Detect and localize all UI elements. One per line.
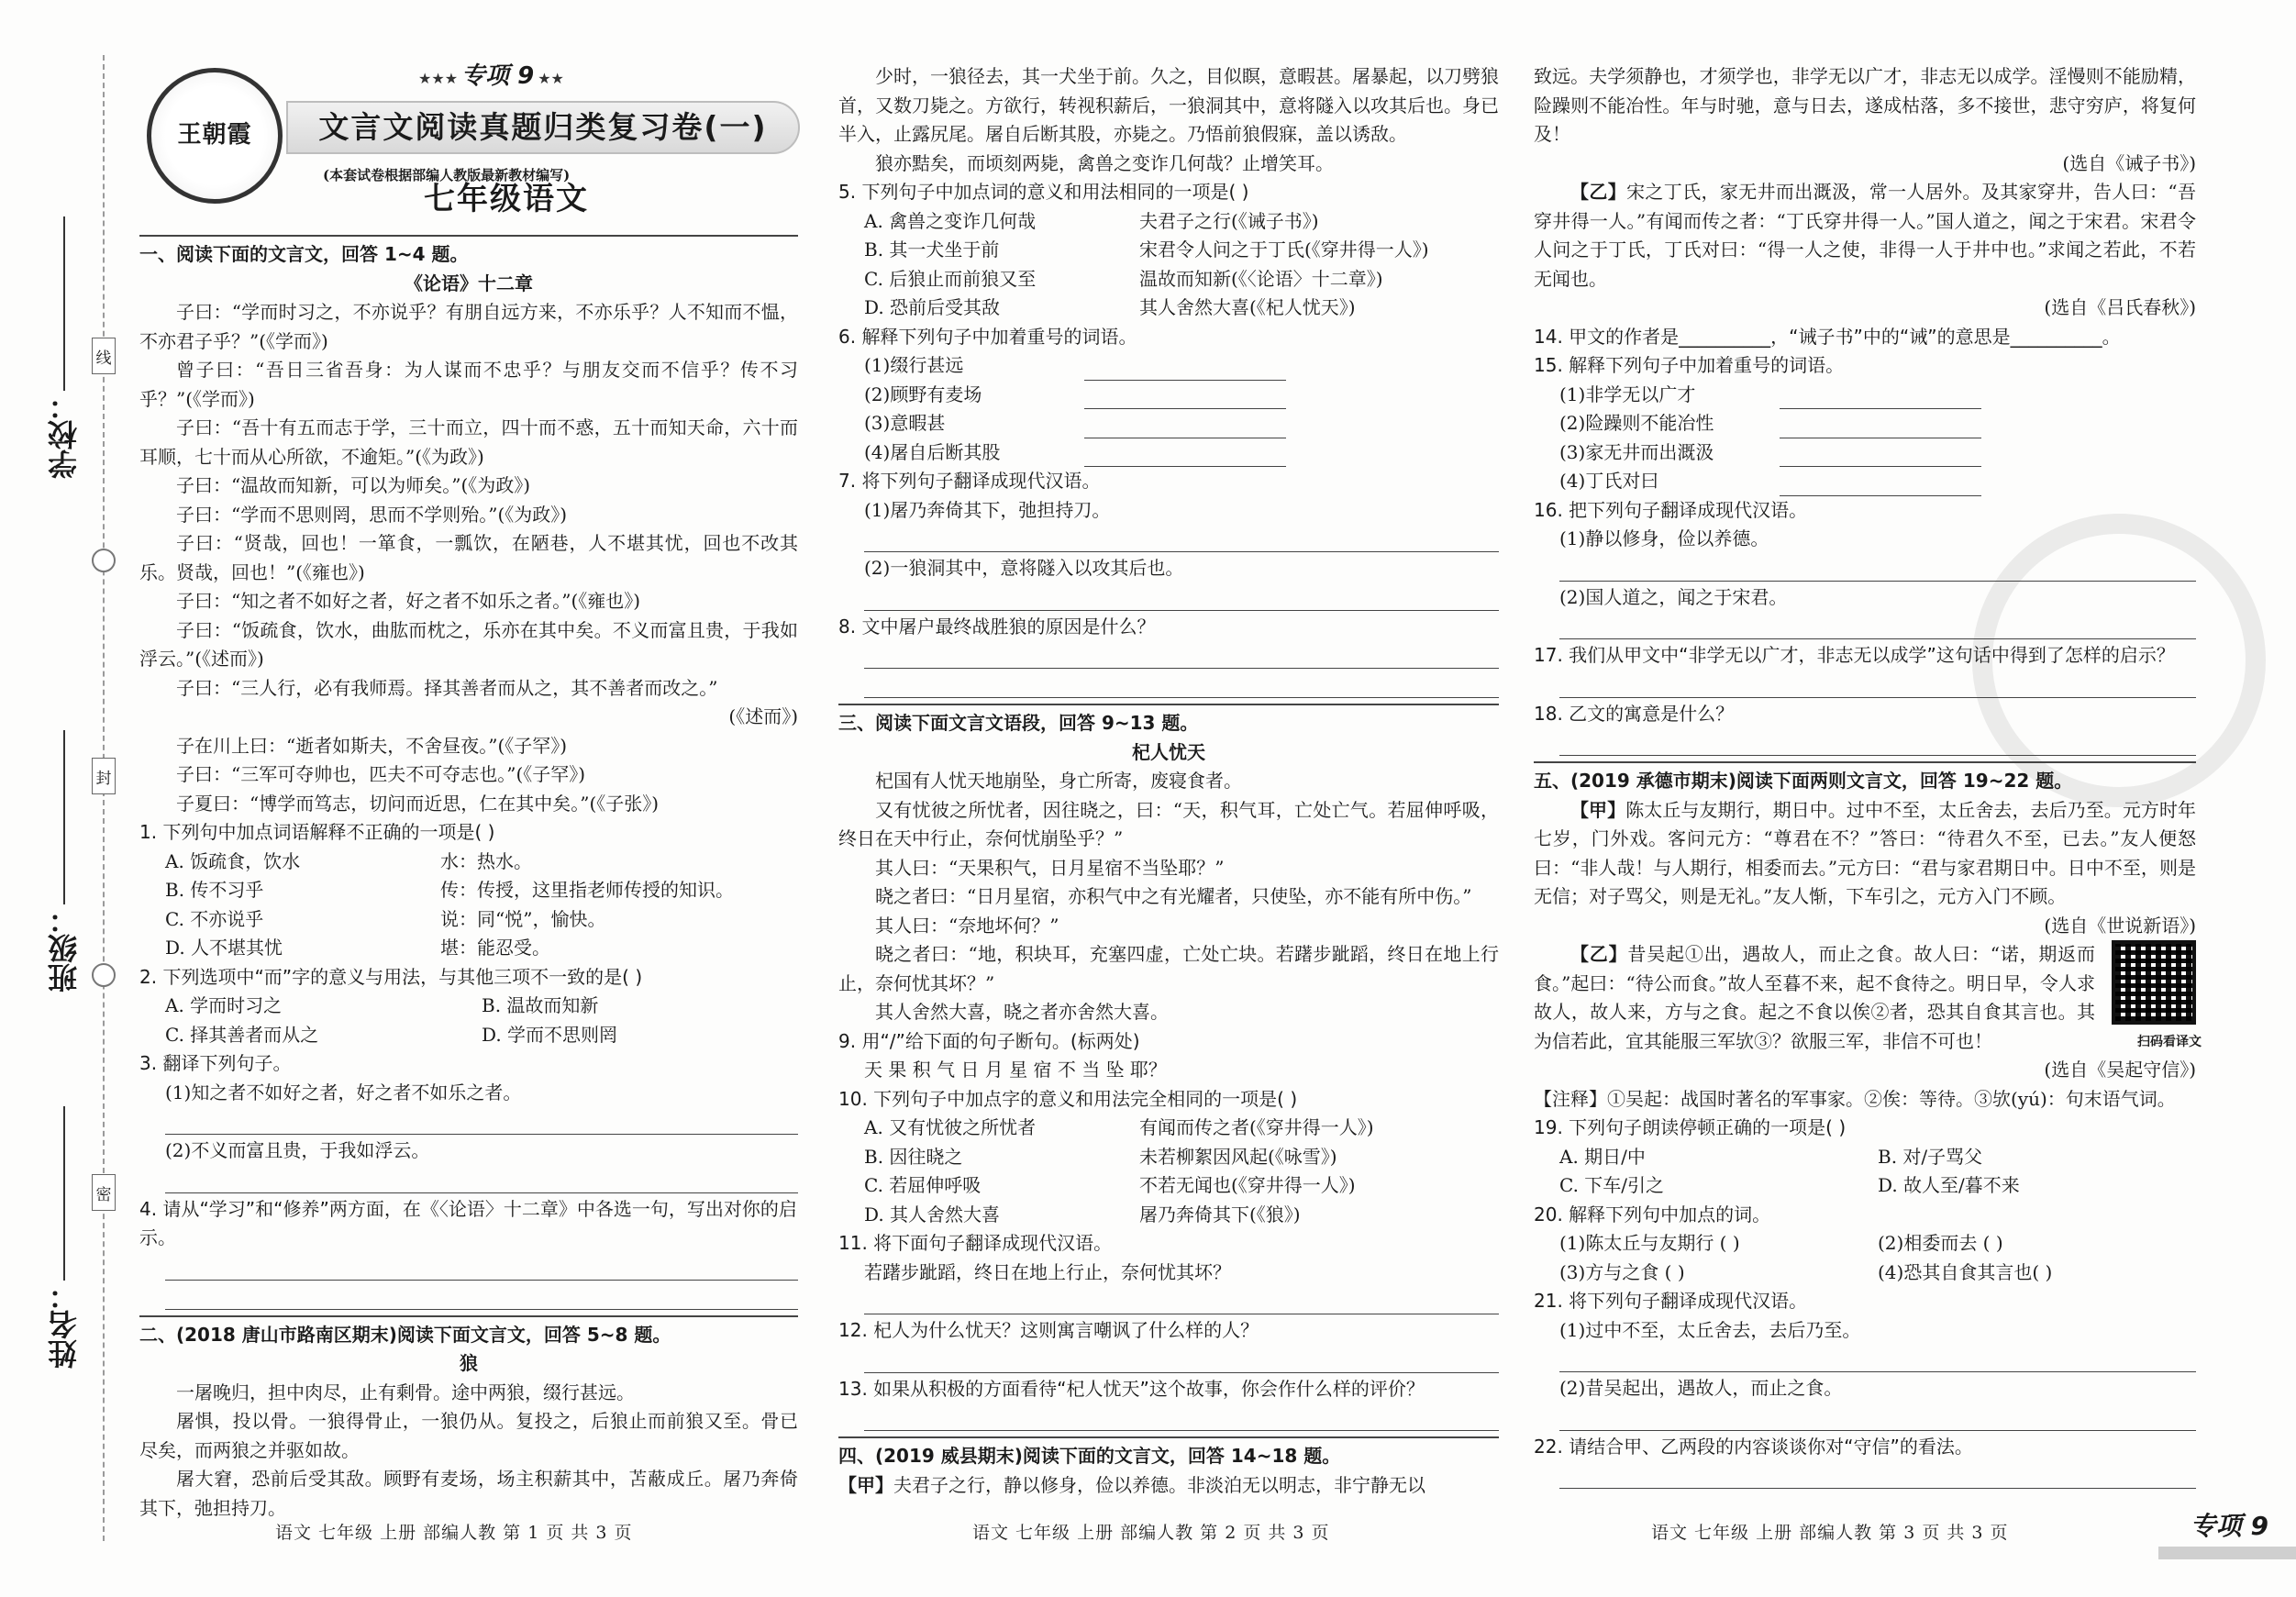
passage-tag: 【甲】: [838, 1473, 893, 1496]
passage-source: (选自《吴起守信》): [2044, 1059, 2196, 1081]
fill-item: (3)家无井而出溉汲: [1534, 438, 2196, 468]
fill-item: (1)缀行甚远: [838, 351, 1499, 381]
passage-line: 子曰：“三人行，必有我师焉。择其善者而从之，其不善者而改之。”: [176, 676, 718, 699]
question-1: 1. 下列句中加点词语解释不正确的一项是( ): [139, 821, 495, 843]
option-gloss: 堪：能忍受。: [440, 937, 550, 959]
question-11-text: 若躇步跐蹈，终日在地上行止，奈何忧其坏？: [864, 1260, 1231, 1283]
question-9-text[interactable]: 天 果 积 气 日 月 星 宿 不 当 坠 耶？: [864, 1059, 1167, 1081]
fill-item[interactable]: (4)恐其自食其言也( ): [1878, 1260, 2053, 1283]
passage-line: 子曰：“学而不思则罔，思而不学则殆。”(《为政》): [176, 503, 568, 526]
column-1: [139, 55, 798, 1523]
option-ref: 其人舍然大喜(《杞人忧天》): [1139, 296, 1356, 318]
question-12: 12. 杞人为什么忧天？这则寓言嘲讽了什么样的人？: [838, 1319, 1259, 1341]
annotation-note: 【注释】①吴起：战国时著名的军事家。②俟：等待。③欤(yú)：句末语气词。: [1534, 1087, 2176, 1110]
passage-source: (选自《诫子书》): [2062, 151, 2196, 174]
option[interactable]: D. 人不堪其忧: [165, 937, 283, 959]
option[interactable]: D. 恐前后受其敌: [864, 296, 1001, 318]
school-label: 学校：: [47, 391, 82, 479]
question-6: 6. 解释下列句子中加着重号的词语。: [838, 325, 1137, 348]
section-4-heading: 四、(2019 威县期末)阅读下面的文言文，回答 14~18 题。: [838, 1445, 1341, 1467]
passage-b-wrap: [1534, 940, 2202, 1056]
passage-yi: [1534, 178, 2196, 294]
question-21-2: (2)昔吴起出，遇故人，而止之食。: [1559, 1377, 1843, 1399]
option-ref: 温故而知新(《〈论语〉十二章》): [1139, 267, 1383, 290]
question-5-options: [838, 207, 1499, 323]
page-footer: 语文 七年级 上册 部编人教 第 1 页 共 3 页: [275, 1523, 633, 1543]
question-17: 17. 我们从甲文中“非学无以广才，非志无以成学”这句话中得到了怎样的启示？: [1534, 644, 2175, 666]
column-2: [838, 62, 1499, 1500]
option[interactable]: B. 传不习乎: [165, 879, 264, 901]
answer-line[interactable]: [864, 1346, 1499, 1373]
option[interactable]: A. 饭疏食，饮水: [165, 849, 301, 872]
answer-line[interactable]: [864, 671, 1499, 698]
question-4: 4. 请从“学习”和“修养”两方面，在《〈论语〉十二章》中各选一句，写出对你的启示。: [139, 1197, 797, 1248]
option[interactable]: A. 又有忧彼之所忧者: [864, 1116, 1037, 1138]
passage-line: 又有忧彼之所忧者，因往晓之，曰：“天，积气耳，亡处亡气。若屈伸呼吸，终日在天中行止，奈何忧崩坠乎？”: [838, 798, 1499, 849]
qr-code-icon[interactable]: [2112, 940, 2196, 1025]
question-10-options: [838, 1114, 1499, 1229]
passage-title: 《论语》十二章: [405, 272, 533, 294]
fill-item: (3)意暇甚: [838, 409, 1499, 438]
question-3: 3. 翻译下列句子。: [139, 1052, 292, 1074]
passage-line: 子夏曰：“博学而笃志，切问而近思，仁在其中矣。”(《子张》): [176, 792, 660, 815]
answer-line[interactable]: [864, 583, 1499, 611]
page-footer: 语文 七年级 上册 部编人教 第 2 页 共 3 页: [972, 1523, 1330, 1543]
option[interactable]: C. 若屈伸呼吸: [864, 1174, 982, 1196]
answer-line[interactable]: [864, 1403, 1499, 1431]
page-title: 文言文阅读真题归类复习卷(一): [318, 109, 768, 146]
question-18: 18. 乙文的寓意是什么？: [1534, 702, 1735, 725]
binding-mark-line: 线: [92, 338, 116, 374]
answer-blank[interactable]: [1084, 357, 1286, 381]
option-ref: 宋君令人问之于丁氏(《穿井得一人》): [1139, 238, 1429, 261]
option[interactable]: D. 其人舍然大喜: [864, 1203, 1001, 1225]
passage-line: 致远。夫学须静也，才须学也，非学无以广才，非志无以成学。淫慢则不能励精，险躁则不能冶性。年与时驰，意与日去，遂成枯落，多不接世，悲守穷庐，将复何及！: [1534, 65, 2196, 145]
passage-line: 宋之丁氏，家无井而出溉汲，常一人居外。及其家穿井，告人曰：“吾穿井得一人。”有闻而传之者：“丁氏穿井得一人。”国人道之，闻之于宋君。宋君令人问之于丁氏，丁氏对曰：“得一人之使，非得一人于井中也。”求闻之若此，不若无闻也。: [1534, 181, 2196, 290]
column-3: [1534, 62, 2202, 1491]
passage-source: (选自《吕氏春秋》): [2044, 296, 2196, 318]
binding-ring: [92, 549, 116, 572]
answer-blank[interactable]: [1780, 385, 1981, 409]
answer-blank[interactable]: [1780, 443, 1981, 467]
fill-item: (2)险躁则不能冶性: [1534, 409, 2196, 438]
header: [139, 55, 798, 229]
answer-line[interactable]: [1559, 554, 2196, 582]
divider: [838, 704, 1499, 705]
passage-source: (选自《世说新语》): [2044, 914, 2196, 937]
option[interactable]: C. 择其善者而从之: [165, 1023, 319, 1046]
question-8: 8. 文中屠户最终战胜狼的原因是什么？: [838, 615, 1156, 638]
special-tag-text: 专项 9: [461, 62, 535, 90]
passage-line: 子曰：“知之者不如好之者，好之者不如乐之者。”(《雍也》): [176, 590, 641, 612]
passage-title: 狼: [460, 1352, 478, 1374]
option[interactable]: B. 其一犬坐于前: [864, 238, 1000, 261]
option-ref: 屠乃奔倚其下(《狼》): [1139, 1203, 1301, 1225]
section-2-heading: 二、(2018 唐山市路南区期末)阅读下面文言文，回答 5~8 题。: [139, 1323, 671, 1346]
passage-line: 夫君子之行，静以修身，俭以养德。非淡泊无以明志，非宁静无以: [893, 1473, 1425, 1496]
option[interactable]: D. 故人至/暮不来: [1878, 1174, 2020, 1196]
corner-bar: [2158, 1547, 2296, 1559]
class-field: [37, 725, 92, 993]
page-footer: 语文 七年级 上册 部编人教 第 3 页 共 3 页: [1651, 1523, 2009, 1543]
passage-line: 屠大窘，恐前后受其敌。顾野有麦场，场主积薪其中，苫蔽成丘。屠乃奔倚其下，弛担持刀。: [139, 1468, 798, 1519]
option[interactable]: C. 不亦说乎: [165, 907, 264, 930]
divider: [139, 235, 798, 237]
school-field: [37, 211, 92, 479]
corner-tag: 专项 9: [2190, 1511, 2268, 1541]
passage-line: 一屠晚归，担中肉尽，止有剩骨。途中两狼，缀行甚远。: [176, 1381, 635, 1403]
question-21-1: (1)过中不至，太丘舍去，去后乃至。: [1559, 1318, 1861, 1341]
divider: [1534, 761, 2196, 763]
question-16-2: (2)国人道之，闻之于宋君。: [1559, 585, 1788, 608]
passage-line: 子在川上曰：“逝者如斯夫，不舍昼夜。”(《子罕》): [176, 734, 568, 757]
passage-line: 子曰：“吾十有五而志于学，三十而立，四十而不惑，五十而知天命，六十而耳顺，七十而从心所欲，不逾矩。”(《为政》): [139, 416, 798, 468]
question-16-1: (1)静以修身，俭以养德。: [1559, 527, 1769, 549]
answer-blank[interactable]: [1084, 385, 1286, 409]
answer-line[interactable]: [864, 641, 1499, 669]
answer-line[interactable]: [165, 1282, 798, 1310]
passage-line: 其人舍然大喜，晓之者亦舍然大喜。: [875, 1001, 1169, 1023]
title-banner: [286, 101, 800, 154]
name-underline[interactable]: [63, 1106, 65, 1281]
passage-jia: [838, 1471, 1499, 1501]
option[interactable]: C. 后狼止而前狼又至: [864, 267, 1037, 290]
passage-line: 子曰：“学而时习之，不亦说乎？有朋自远方来，不亦乐乎？人不知而不愠，不亦君子乎？”(《学而》): [139, 301, 798, 352]
passage-line: 子曰：“温故而知新，可以为师矣。”(《为政》): [176, 474, 531, 496]
brand-logo: [139, 55, 295, 211]
question-3-2: (2)不义而富且贵，于我如浮云。: [165, 1139, 430, 1161]
name-label: 姓名：: [47, 1281, 82, 1369]
binding-ring: [92, 963, 116, 987]
binding-dashed-line: [103, 55, 105, 1541]
question-11: 11. 将下面句子翻译成现代汉语。: [838, 1232, 1113, 1254]
question-7: 7. 将下列句子翻译成现代汉语。: [838, 470, 1101, 492]
passage-tag: 【乙】: [1570, 943, 1628, 965]
answer-blank[interactable]: [1780, 472, 1981, 496]
question-19-options: [1534, 1143, 2196, 1201]
passage-line: 陈太丘与友期行，期日中。过中不至，太丘舍去，去后乃至。元方时年七岁，门外戏。客问元方：“尊君在不？”答曰：“待君久不至，已去。”友人便怒曰：“非人哉！与人期行，相委而去。”元方曰：“君与家君期日中。日中不至，则是无信；对子骂父，则是无礼。”友人惭，下车引之，元方入门不顾。: [1534, 798, 2197, 907]
divider: [139, 1315, 798, 1317]
passage-b: [1534, 940, 2196, 1056]
passage-line: 晓之者曰：“地，积块耳，充塞四虚，亡处亡块。若躇步跐蹈，终日在地上行止，奈何忧其坏？”: [838, 943, 1499, 994]
answer-line[interactable]: [864, 1287, 1499, 1314]
answer-line[interactable]: [1559, 671, 2196, 698]
fill-item: (4)屠自后断其股: [838, 438, 1499, 468]
binding-mark-seal: 封: [92, 758, 116, 794]
option-gloss: 说：同“悦”，愉快。: [440, 907, 606, 930]
special-tag: ★★★ 专项 9 ★★: [418, 62, 564, 90]
answer-blank[interactable]: [1084, 443, 1286, 467]
passage-line: 其人曰：“奈地坏何？”: [875, 914, 1059, 937]
passage-title: 杞人忧天: [1132, 740, 1205, 763]
edition-note: (本套试卷根据部编人教版最新教材编写): [323, 167, 571, 183]
section-3-heading: 三、阅读下面文言文语段，回答 9~13 题。: [838, 712, 1199, 734]
question-22: 22. 请结合甲、乙两段的内容谈谈你对“守信”的看法。: [1534, 1435, 1973, 1458]
passage-line: 子曰：“贤哉，回也！一箪食，一瓢饮，在陋巷，人不堪其忧，回也不改其乐。贤哉，回也！”(《雍也》): [139, 532, 798, 583]
passage-line: 晓之者曰：“日月星宿，亦积气中之有光耀者，只使坠，亦不能有所中伤。”: [875, 885, 1472, 907]
option[interactable]: A. 学而时习之: [165, 994, 283, 1016]
option-ref: 未若柳絮因风起(《咏雪》): [1139, 1145, 1337, 1168]
grade-title: 七年级语文: [424, 181, 589, 217]
question-20: 20. 解释下列句中加点的词。: [1534, 1203, 1771, 1225]
answer-line[interactable]: [165, 1166, 798, 1193]
passage-line: 子曰：“三军可夺帅也，匹夫不可夺志也。”(《子罕》): [176, 763, 586, 785]
option[interactable]: A. 禽兽之变诈几何哉: [864, 209, 1037, 232]
section-5-heading: 五、(2019 承德市期末)阅读下面两则文言文，回答 19~22 题。: [1534, 770, 2073, 792]
answer-line[interactable]: [165, 1253, 798, 1281]
binding-mark-secret: 密: [92, 1174, 116, 1211]
passage-tag: 【甲】: [1570, 798, 1626, 821]
option[interactable]: A. 期日/中: [1559, 1145, 1646, 1168]
answer-line[interactable]: [864, 525, 1499, 552]
class-label: 班级：: [47, 904, 82, 993]
passage-line: 少时，一狼径去，其一犬坐于前。久之，目似瞑，意暇甚。屠暴起，以刀劈狼首，又数刀毙之。方欲行，转视积薪后，一狼洞其中，意将隧入以攻其后也。身已半入，止露尻尾。屠自后断其股，亦毙之。乃悟前狼假寐，盖以诱敌。: [838, 65, 1499, 145]
option-gloss: 水：热水。: [440, 849, 532, 872]
answer-line[interactable]: [1559, 1461, 2196, 1489]
binding-strip: [0, 0, 138, 1597]
question-21: 21. 将下列句子翻译成现代汉语。: [1534, 1290, 1808, 1312]
question-7-1: (1)屠乃奔倚其下，弛担持刀。: [864, 498, 1111, 521]
question-2-options: [139, 992, 798, 1049]
option-ref: 有闻而传之者(《穿井得一人》): [1139, 1116, 1374, 1138]
question-16: 16. 把下列句子翻译成现代汉语。: [1534, 498, 1808, 521]
logo-seal-icon: [147, 68, 283, 204]
passage-line: 屠惧，投以骨。一狼得骨止，一狼仍从。复投之，后狼止而前狼又至。骨已尽矣，而两狼之并驱如故。: [139, 1410, 798, 1461]
passage-line: 杞国有人忧天地崩坠，身亡所寄，废寝食者。: [875, 770, 1242, 792]
answer-line[interactable]: [1559, 1345, 2196, 1372]
divider: [838, 1436, 1499, 1438]
question-15: 15. 解释下列句子中加着重号的词语。: [1534, 354, 1845, 376]
question-3-1: (1)知之者不如好之者，好之者不如乐之者。: [165, 1081, 522, 1103]
option[interactable]: B. 因往晓之: [864, 1145, 963, 1168]
fill-item[interactable]: (1)陈太丘与友期行 ( ): [1559, 1232, 1740, 1254]
option-ref: 不若无闻也(《穿井得一人》): [1139, 1174, 1356, 1196]
option[interactable]: C. 下车/引之: [1559, 1174, 1665, 1196]
question-10: 10. 下列句子中加点字的意义和用法完全相同的一项是( ): [838, 1087, 1298, 1110]
question-13: 13. 如果从积极的方面看待“杞人忧天”这个故事，你会作什么样的评价？: [838, 1377, 1425, 1400]
fill-item: (1)非学无以广才: [1534, 381, 2196, 410]
logo-text: 王朝霞: [177, 121, 252, 150]
question-20-items: [1534, 1229, 2196, 1287]
answer-line[interactable]: [1559, 612, 2196, 639]
fill-item: (4)丁氏对曰: [1534, 467, 2196, 496]
option[interactable]: D. 学而不思则罔: [482, 1023, 618, 1046]
answer-line[interactable]: [165, 1107, 798, 1135]
passage-line: 子曰：“饭疏食，饮水，曲肱而枕之，乐亦在其中矣。不义而富且贵，于我如浮云。”(《述而》): [139, 618, 798, 670]
name-field: [37, 1101, 92, 1369]
passage-tag: 【乙】: [1570, 181, 1627, 203]
question-7-2: (2)一狼洞其中，意将隧入以攻其后也。: [864, 557, 1184, 579]
question-1-options: [139, 848, 798, 963]
section-1-heading: 一、阅读下面的文言文，回答 1~4 题。: [139, 243, 469, 265]
answer-line[interactable]: [1559, 728, 2196, 756]
question-2: 2. 下列选项中“而”字的意义与用法，与其他三项不一致的是( ): [139, 965, 643, 988]
option-ref: 夫君子之行(《诫子书》): [1139, 209, 1319, 232]
answer-blank[interactable]: [1084, 415, 1286, 438]
passage-source: (《述而》): [728, 705, 798, 727]
question-14: 14. 甲文的作者是__________，“诫子书”中的“诫”的意思是__________。: [1534, 325, 2121, 348]
passage-a: [1534, 796, 2196, 912]
answer-blank[interactable]: [1780, 415, 1981, 438]
passage-line: 昔吴起①出，遇故人，而止之食。故人曰：“诺，期返而食。”起曰：“待公而食。”故人至暮不来，起不食待之。明日早，令人求故人，故人来，方与之食。起之不食以俟②者，恐其自食其言也。其为信若此，宜其能服三军欤③？欲服三军，非信不可也！: [1534, 943, 2095, 1052]
option[interactable]: B. 对/子骂父: [1878, 1145, 1983, 1168]
fill-item[interactable]: (2)相委而去 ( ): [1878, 1232, 2003, 1254]
school-underline[interactable]: [63, 216, 65, 391]
passage-line: 其人曰：“天果积气，日月星宿不当坠耶？”: [875, 856, 1225, 879]
question-5: 5. 下列句子中加点词的意义和用法相同的一项是( ): [838, 181, 1249, 203]
question-9: 9. 用“/”给下面的句子断句。(标两处): [838, 1029, 1140, 1052]
qr-caption: 扫码看译文: [2137, 1035, 2202, 1049]
option-gloss: 传：传授，这里指老师传授的知识。: [440, 879, 734, 901]
fill-item: (2)顾野有麦场: [838, 381, 1499, 410]
passage-line: 狼亦黠矣，而顷刻两毙，禽兽之变诈几何哉？止增笑耳。: [875, 151, 1334, 174]
class-underline[interactable]: [63, 730, 65, 904]
question-19: 19. 下列句子朗读停顿正确的一项是( ): [1534, 1116, 1847, 1138]
passage-line: 曾子曰：“吾日三省吾身：为人谋而不忠乎？与朋友交而不信乎？传不习乎？”(《学而》): [139, 359, 798, 410]
fill-item[interactable]: (3)方与之食 ( ): [1559, 1260, 1685, 1283]
option[interactable]: B. 温故而知新: [482, 994, 599, 1016]
answer-line[interactable]: [1559, 1403, 2196, 1431]
